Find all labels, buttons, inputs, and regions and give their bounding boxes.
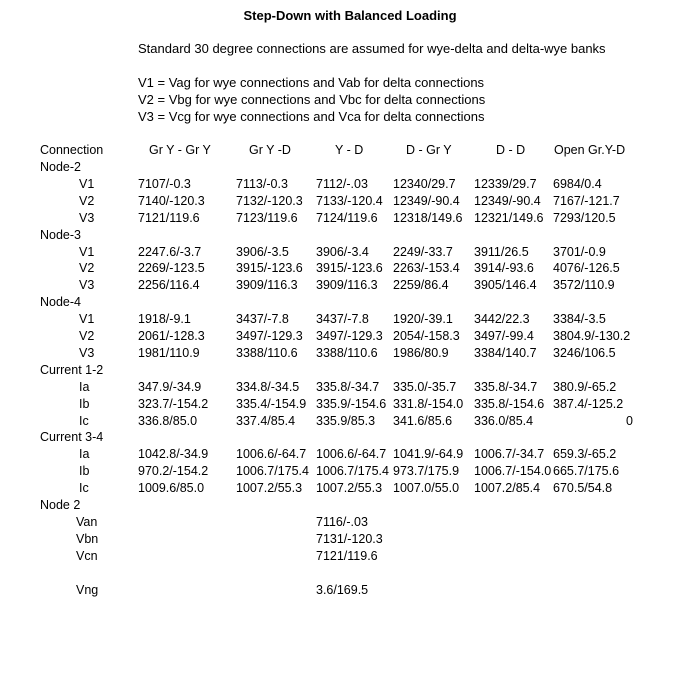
table-cell: 1006.6/-64.7 [236,447,307,461]
table-cell: 341.6/85.6 [393,414,453,428]
table-cell: 7112/-.03 [316,177,368,191]
column-header: Gr Y - Gr Y [149,143,211,157]
row-label: V1 [79,245,95,259]
table-cell: 1006.7/-34.7 [474,447,545,461]
column-header: Open Gr.Y-D [554,143,626,157]
table-cell: 1981/110.9 [138,346,200,360]
table-cell: 1009.6/85.0 [138,481,205,495]
table-cell: 336.0/85.4 [474,414,534,428]
table-cell: 12349/-90.4 [474,194,541,208]
table-cell: 659.3/-65.2 [553,447,617,461]
table-cell: 3437/-7.8 [236,312,289,326]
table-cell: 3906/-3.4 [316,245,369,259]
table-cell: 665.7/175.6 [553,464,620,478]
table-cell: 335.9/85.3 [316,414,376,428]
table-cell: 7124/119.6 [316,211,378,225]
column-header: Gr Y -D [249,143,291,157]
table-cell: 7116/-.03 [316,515,368,529]
table-cell: 331.8/-154.0 [393,397,464,411]
table-cell: 3246/106.5 [553,346,616,360]
table-cell: 7140/-120.3 [138,194,205,208]
table-cell: 387.4/-125.2 [553,397,624,411]
column-header: Y - D [335,143,364,157]
table-cell: 335.8/-34.7 [474,380,538,394]
table-cell: 335.8/-154.6 [474,397,545,411]
row-label: Ia [79,380,90,394]
table-cell: 1006.7/175.4 [316,464,389,478]
row-label: V2 [79,329,95,343]
table-cell: 2061/-128.3 [138,329,205,343]
table-cell: 1007.0/55.0 [393,481,460,495]
page-title: Step-Down with Balanced Loading [243,8,457,23]
table-cell: 2054/-158.3 [393,329,460,343]
row-label: V3 [79,278,95,292]
table-cell: 337.4/85.4 [236,414,296,428]
table-cell: 1920/-39.1 [393,312,453,326]
row-label: Ia [79,447,90,461]
table-cell: 335.4/-154.9 [236,397,307,411]
table-cell: 7121/119.6 [316,549,378,563]
table-cell: 3909/116.3 [236,278,298,292]
table-cell: 1007.2/55.3 [236,481,303,495]
column-header: D - D [496,143,526,157]
table-cell: 7293/120.5 [553,211,616,225]
table-cell: 7123/119.6 [236,211,298,225]
table-cell: 12321/149.6 [474,211,544,225]
table-cell: 7132/-120.3 [236,194,303,208]
table-cell: 335.8/-34.7 [316,380,380,394]
table-cell: 2249/-33.7 [393,245,453,259]
row-label: Ic [79,414,89,428]
table-cell: 3905/146.4 [474,278,537,292]
table-cell: 0 [626,414,633,428]
row-group-label: Current 3-4 [40,430,104,444]
row-group-label: Node-4 [40,295,81,309]
table-cell: 3572/110.9 [553,278,615,292]
table-cell: 1006.7/175.4 [236,464,309,478]
row-label: Ic [79,481,89,495]
table-cell: 3915/-123.6 [236,261,303,275]
table-cell: 7133/-120.4 [316,194,383,208]
table-cell: 2247.6/-3.7 [138,245,202,259]
table-cell: 3906/-3.5 [236,245,289,259]
note-v1: V1 = Vag for wye connections and Vab for delta connections [138,75,485,90]
column-header: Connection [40,143,104,157]
row-group-label: Node-2 [40,160,81,174]
note-connections: Standard 30 degree connections are assumed for wye-delta and delta-wye banks [138,41,606,56]
row-label: V2 [79,261,95,275]
table-cell: 3915/-123.6 [316,261,383,275]
table-cell: 3384/-3.5 [553,312,606,326]
row-label: V1 [79,177,95,191]
table-cell: 3388/110.6 [316,346,378,360]
table-cell: 7121/119.6 [138,211,200,225]
table-cell: 7113/-0.3 [236,177,288,191]
row-label: V3 [79,346,95,360]
table-cell: 6984/0.4 [553,177,602,191]
table-cell: 3437/-7.8 [316,312,369,326]
table-cell: 12340/29.7 [393,177,456,191]
row-label: V3 [79,211,95,225]
table-cell: 3388/110.6 [236,346,298,360]
table-cell: 3.6/169.5 [316,583,369,597]
table-cell: 1007.2/55.3 [316,481,383,495]
table-cell: 973.7/175.9 [393,464,460,478]
table-cell: 3497/-129.3 [316,329,383,343]
table-cell: 334.8/-34.5 [236,380,300,394]
table-cell: 3497/-129.3 [236,329,303,343]
column-header: D - Gr Y [406,143,452,157]
table-cell: 4076/-126.5 [553,261,620,275]
row-group-label: Node 2 [40,498,81,512]
table-cell: 2269/-123.5 [138,261,205,275]
table-cell: 670.5/54.8 [553,481,613,495]
table-cell: 3384/140.7 [474,346,537,360]
row-group-label: Current 1-2 [40,363,104,377]
table-cell: 7167/-121.7 [553,194,620,208]
row-label: Vcn [76,549,98,563]
table-cell: 380.9/-65.2 [553,380,617,394]
table-cell: 12349/-90.4 [393,194,460,208]
note-v2: V2 = Vbg for wye connections and Vbc for delta connections [138,92,486,107]
table-cell: 3804.9/-130.2 [553,329,631,343]
table-cell: 1006.6/-64.7 [316,447,387,461]
table-cell: 335.0/-35.7 [393,380,457,394]
table-cell: 3497/-99.4 [474,329,534,343]
table-cell: 2256/116.4 [138,278,200,292]
row-label: Ib [79,397,90,411]
row-label: Vng [76,583,99,597]
table-cell: 336.8/85.0 [138,414,198,428]
row-label: Vbn [76,532,99,546]
table-cell: 323.7/-154.2 [138,397,209,411]
table-cell: 3909/116.3 [316,278,378,292]
table-cell: 1007.2/85.4 [474,481,541,495]
table-cell: 970.2/-154.2 [138,464,209,478]
table-cell: 1042.8/-34.9 [138,447,209,461]
table-cell: 2259/86.4 [393,278,449,292]
table-cell: 12318/149.6 [393,211,463,225]
table-cell: 1006.7/-154.0 [474,464,552,478]
row-label: V1 [79,312,95,326]
table-cell: 2263/-153.4 [393,261,460,275]
row-group-label: Node-3 [40,228,81,242]
table-cell: 3701/-0.9 [553,245,606,259]
table-cell: 347.9/-34.9 [138,380,202,394]
table-cell: 3914/-93.6 [474,261,534,275]
row-label: Van [76,515,98,529]
table-cell: 7131/-120.3 [316,532,383,546]
note-v3: V3 = Vcg for wye connections and Vca for delta connections [138,109,485,124]
table-cell: 3911/26.5 [474,245,529,259]
table-cell: 335.9/-154.6 [316,397,387,411]
row-label: Ib [79,464,90,478]
table-cell: 3442/22.3 [474,312,530,326]
table-cell: 7107/-0.3 [138,177,191,191]
table-cell: 1986/80.9 [393,346,449,360]
table-cell: 1041.9/-64.9 [393,447,464,461]
table-cell: 1918/-9.1 [138,312,191,326]
row-label: V2 [79,194,95,208]
table-cell: 12339/29.7 [474,177,537,191]
